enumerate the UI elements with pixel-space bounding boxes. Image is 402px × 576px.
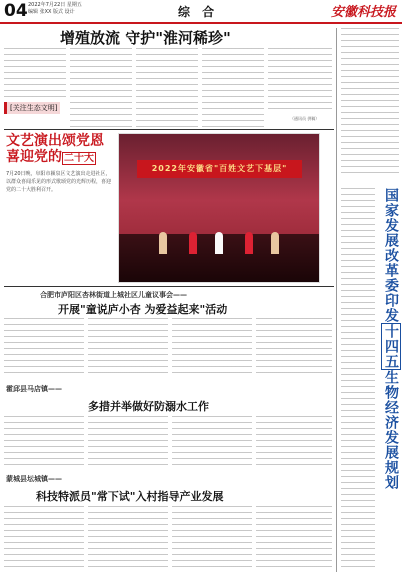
performer-figure — [159, 232, 167, 254]
article2-body-col3 — [172, 318, 252, 378]
article3-body-col1 — [4, 416, 84, 468]
article1-body-col2 — [70, 48, 132, 130]
article3-headline: 多措并举做好防溺水工作 — [88, 400, 209, 413]
performer-figure — [271, 232, 279, 254]
page-number: 04 — [4, 1, 28, 21]
section-title: 综 合 — [178, 5, 219, 19]
article3-body-col2 — [88, 416, 168, 468]
issue-meta — [28, 2, 82, 16]
side-feature-panel — [336, 28, 402, 572]
article4-body-col1 — [4, 506, 84, 572]
article2-body-col2 — [88, 318, 168, 378]
editor-line: 编辑 张XX 版式 设计 — [28, 9, 75, 15]
article4-body-col2 — [88, 506, 168, 572]
article1-body-col3 — [136, 48, 198, 130]
performer-figure — [245, 232, 253, 254]
article3-location: 霍邱县马店镇—— — [6, 385, 62, 393]
divider — [4, 129, 334, 130]
article2-body-col4 — [256, 318, 332, 378]
side-title-keyword: 十四五 — [383, 324, 399, 369]
article4-headline: 科技特派员"常下试"入村指导产业发展 — [36, 490, 224, 503]
article1-author: （通讯员 供稿） — [290, 116, 320, 121]
side-body-top — [341, 28, 399, 178]
photo-title-line2 — [6, 149, 114, 167]
article2-body-col1 — [4, 318, 84, 378]
divider — [4, 286, 334, 287]
performer-figure — [189, 232, 197, 254]
article4-body-col4 — [256, 506, 332, 572]
column-tag: [关注生态文明] — [4, 102, 60, 114]
photo-title-line1: 文艺演出颂党恩 — [6, 133, 104, 149]
article2-location: 合肥市庐阳区杏林街道上城社区儿童议事会—— — [40, 291, 187, 299]
article1-body-col5 — [268, 48, 332, 110]
side-body-col — [341, 188, 375, 568]
performance-photo — [118, 133, 320, 283]
side-title-part2: 生物经济发展规划 — [383, 370, 399, 490]
article4-location: 蒙城县坛城镇—— — [6, 475, 62, 483]
side-vertical-title — [381, 188, 401, 490]
performer-figure — [215, 232, 223, 254]
article3-body-col4 — [256, 416, 332, 468]
issue-date: 2022年7月22日 星期五 — [28, 2, 82, 8]
side-title-part1: 国家发展改革委印发 — [383, 188, 399, 323]
article3-body-col3 — [172, 416, 252, 468]
stage-banner: 2022年安徽省"百姓文艺下基层" — [137, 160, 302, 178]
photo-title-keyword: 二十大 — [64, 153, 94, 164]
article2-headline: 开展"童说庐小杏 为爱益起来"活动 — [58, 303, 228, 316]
article1-body-col1 — [4, 48, 66, 100]
photo-title-prefix: 喜迎党的 — [6, 149, 62, 165]
photo-feature-title — [6, 133, 114, 167]
photo-caption: 7月20日晚，阜阳市颍泉区文艺演出走进社区，以群众喜闻乐见的形式歌颂党的光辉历程，喜迎党的二十大胜利召开。 — [6, 171, 112, 193]
article1-headline: 增殖放流 守护"淮河稀珍" — [60, 29, 231, 47]
article4-body-col3 — [172, 506, 252, 572]
article1-body-col4 — [202, 48, 264, 130]
newspaper-logo: 安徽科技报 — [330, 5, 396, 20]
